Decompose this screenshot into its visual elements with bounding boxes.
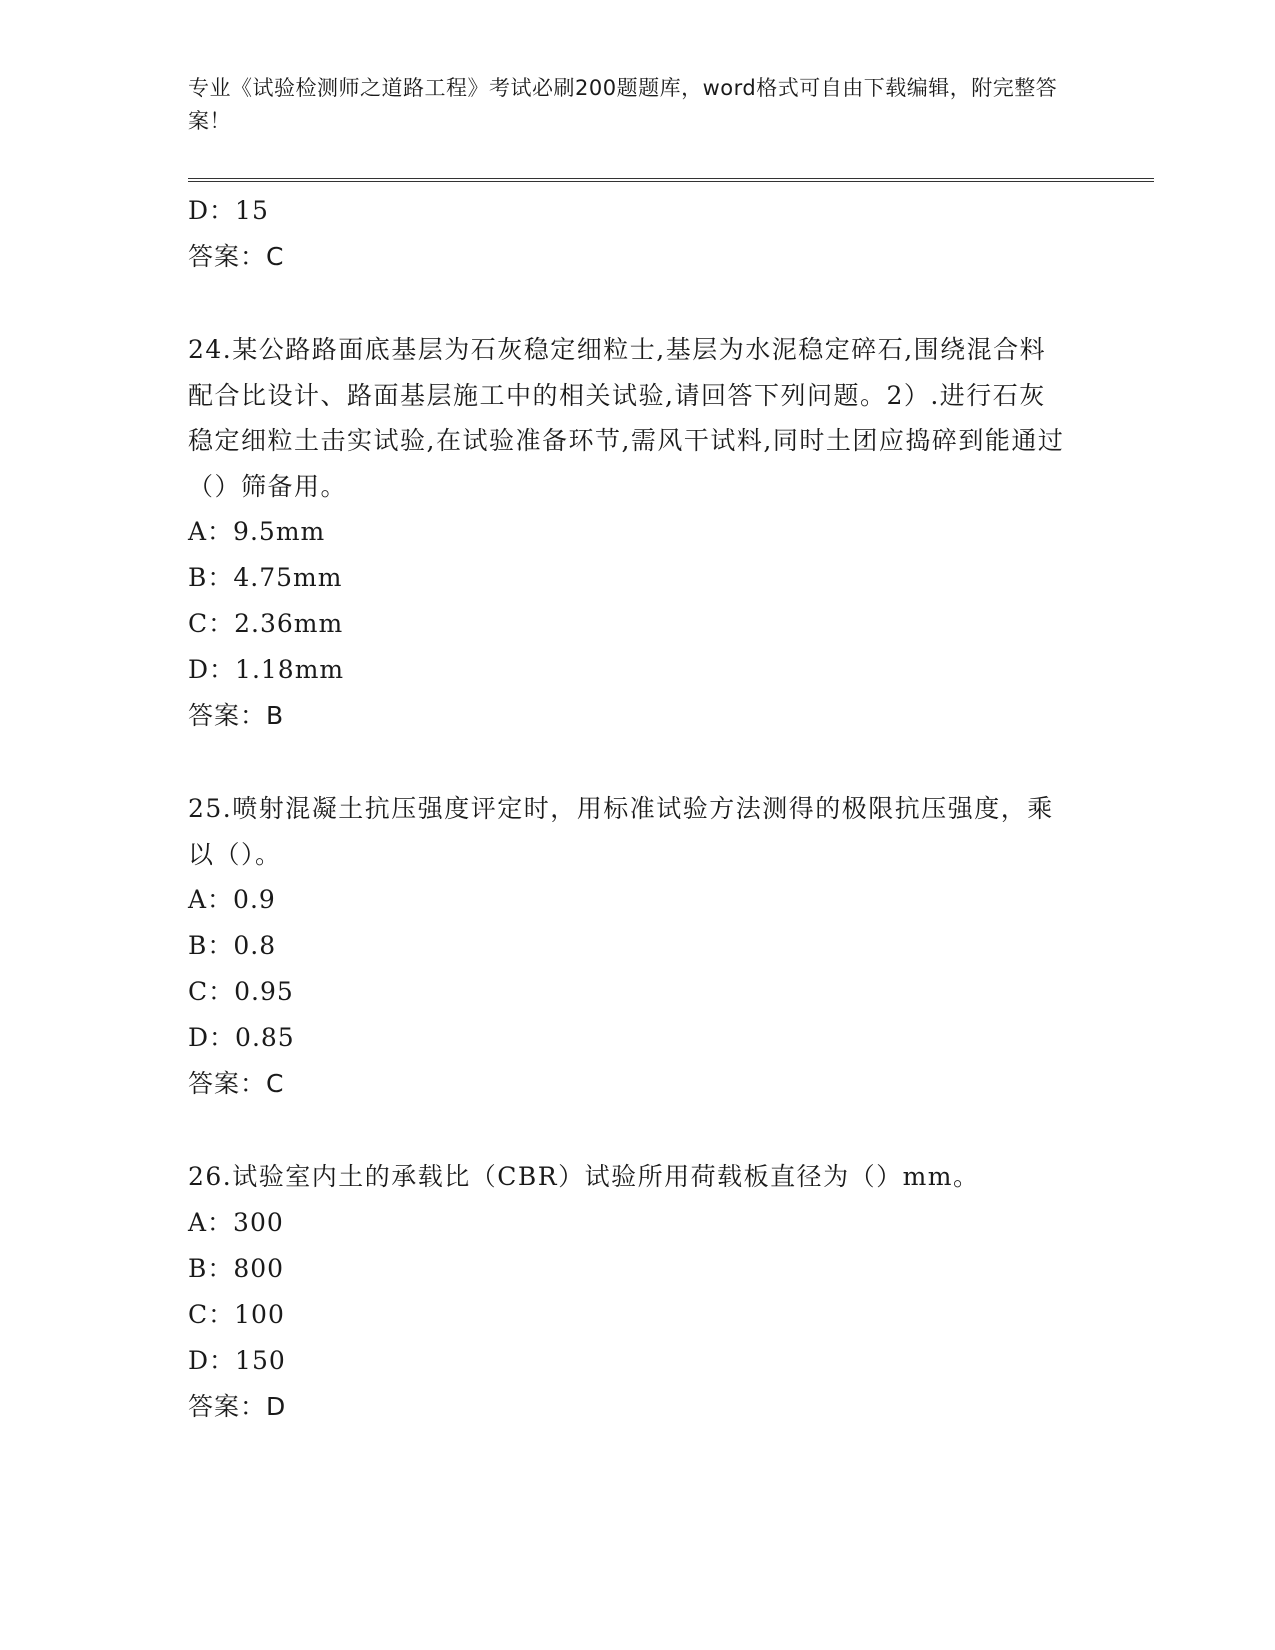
option-d: D：1.18mm: [188, 655, 345, 684]
option-a: A：9.5mm: [188, 517, 326, 546]
option-a: A：0.9: [188, 885, 276, 914]
answer-line: 答案：D: [188, 1391, 287, 1421]
answer-line: 答案：B: [188, 701, 285, 730]
option-b: B：4.75mm: [188, 563, 343, 592]
question-24: [188, 327, 1088, 739]
document-body: [188, 188, 1088, 1430]
option-c: C：0.95: [188, 977, 294, 1006]
page-header: 专业《试验检测师之道路工程》考试必刷200题题库，word格式可自由下载编辑，附完整答案！: [188, 76, 1058, 133]
option-c: C：100: [188, 1299, 285, 1329]
option-d: D：15: [188, 196, 269, 225]
question-text: 26.试验室内土的承载比（CBR）试验所用荷载板直径为（）mm。: [188, 1162, 980, 1191]
question-text: 24.某公路路面底基层为石灰稳定细粒士,基层为水泥稳定碎石,围绕混合料配合比设计、路面基层施工中的相关试验,请回答下列问题。2）.进行石灰稳定细粒土击实试验,在试验准备环节,需风干试料,同时土团应捣碎到能通过（）筛备用。: [188, 335, 1065, 501]
header-divider: [188, 178, 1154, 182]
question-26: [188, 1154, 1088, 1430]
question-25: [188, 786, 1088, 1107]
option-a: A：300: [188, 1207, 284, 1237]
answer-line: 答案：C: [188, 242, 285, 271]
previous-question-tail: [188, 188, 1088, 280]
question-text: 25.喷射混凝土抗压强度评定时，用标准试验方法测得的极限抗压强度，乘以（）。: [188, 794, 1054, 869]
option-c: C：2.36mm: [188, 609, 344, 638]
option-d: D：150: [188, 1345, 286, 1375]
option-d: D：0.85: [188, 1023, 295, 1052]
option-b: B：0.8: [188, 931, 277, 960]
option-b: B：800: [188, 1253, 285, 1283]
answer-line: 答案：C: [188, 1069, 285, 1098]
